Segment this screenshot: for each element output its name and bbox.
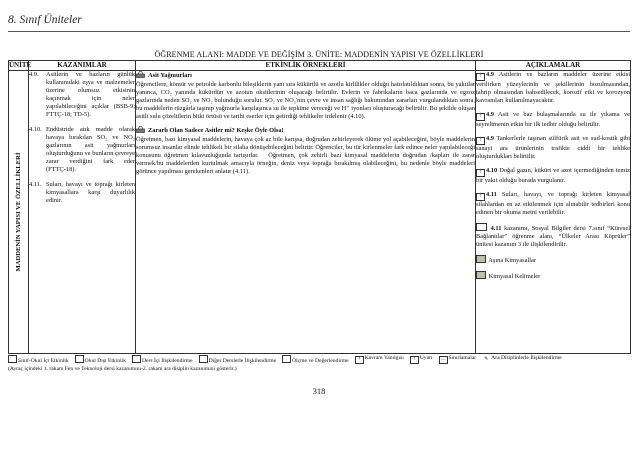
- unit-vertical-label: MADDENİN YAPISI VE ÖZELLİKLERİ: [14, 152, 22, 272]
- folder-item-label: Aşına Kimyasallar: [488, 257, 536, 264]
- activity-body: Öğrencilere, kömür ve petrolde karbonlu bileşiklerin yanı sıra kükürtlü ve azotlu kirlilikler olduğu hatırlatıldıktan sonra, bu yakıtlar yanınca, CO₂ yanında kükürdün ve azotun oksitlerinin oluşacağı belirtilir. Evlerin ve fabrikaların baca gazlarında ve egzoz gazlarında neden SO₂ ve NO₂ bulunduğu sorulur. SO₂ ve NO₂'nin çevre ve insan sağlığı bakımından zararları vurgulandıktan sonra, bu maddelerin rüzgârla taşınıp yağmurla karşılaşınca su ile tepkime vereceği ve H⁺ iyonları oluşturacağı belirtilir. Bu şekilde oluşan asitli sulu çözeltilerin bitki örtüsü ve tarihi eserler için getirdiği tehlikeler irdelenir (4.10).: [136, 81, 475, 120]
- note-text: kazanımı, Sosyal Bilgiler dersi 7.sınıf “Küresel Bağlantılar” öğrenme alanı, “Ülkeler Arası Köprüler” ünitesi kazanım 3 ile ilişkilendirilir.: [476, 225, 630, 248]
- header-divider: [8, 31, 630, 32]
- note-item: [476, 167, 630, 185]
- legend-item: [8, 355, 69, 366]
- pen-icon: ✎: [484, 357, 489, 362]
- warning-icon: !: [476, 113, 485, 121]
- legend-label: Uyarı: [419, 355, 433, 361]
- box-icon: [199, 355, 208, 363]
- outcome-item: [29, 71, 135, 119]
- lab-flask-icon: [136, 126, 145, 136]
- outcome-text: Asitlerin ve bazların günlük kullanımdaki eşya ve malzemeler üzerine olumsuz etkisinin kaçınmak için neler yapılabileceğini açıklar (BSB-9; FTTÇ-18; TD-5).: [46, 71, 135, 118]
- question-icon: ?: [355, 356, 364, 364]
- note-text: Asitlerin ve bazların maddeler üzerine etkisi verilirken yüzeylerinin ve şekillerinin bozulmasından, tahrip olmasından bahsedilecek, korozif etki ve korozyon kavramları kullanılmayacaktır.: [476, 71, 630, 104]
- outcome-number: 4.10.: [29, 126, 42, 133]
- note-item: [476, 71, 630, 105]
- column-header-unit: ÜNİTE: [9, 61, 32, 69]
- column-header-examples: ETKİNLİK ÖRNEKLERİ: [136, 61, 476, 71]
- note-ref: 4.11: [486, 191, 497, 198]
- note-item: [476, 223, 630, 249]
- note-text: Asit ve baz bulaşmalarında su ile yıkama ve seyreltmenin etkin bir ilk tedbir olduğu belirtilir.: [476, 111, 630, 128]
- link-icon: [476, 223, 487, 231]
- legend-label: Okul Dışı Etkinlik: [84, 358, 126, 364]
- legend-item: [439, 355, 477, 366]
- outcome-text: Suları, havayı ve toprağı kirleten kimyasallara karşı duyarlılık edinir.: [46, 181, 135, 204]
- flask-icon: [8, 355, 17, 363]
- learning-area-title: ÖĞRENME ALANI: MADDE VE DEĞİŞİM 3. ÜNİTE: MADDENİN YAPISI VE ÖZELLİKLERİ: [154, 50, 484, 59]
- legend-item: [482, 355, 562, 366]
- legend-item: [410, 355, 433, 366]
- column-header-notes: AÇIKLAMALAR: [476, 61, 631, 71]
- folder-icon: [476, 271, 486, 279]
- table-header-row: [9, 61, 631, 71]
- note-ref: 4.10: [486, 167, 498, 174]
- note-item: [476, 191, 630, 217]
- legend-item: [355, 355, 404, 366]
- legend-note: (Ayraç içindeki 1. rakam Fen ve Teknoloji dersi kazanımını-2. rakam ara disiplin kazanımını gösterir.): [8, 365, 237, 372]
- note-item: [476, 111, 630, 129]
- curriculum-table: [8, 60, 631, 354]
- note-item: [476, 135, 630, 161]
- warning-icon: !: [476, 73, 485, 81]
- folder-item: [476, 271, 630, 281]
- warning-icon: !: [476, 137, 485, 145]
- folder-item: [476, 255, 630, 265]
- note-ref: 4.11: [490, 225, 502, 232]
- legend-item: [199, 355, 276, 366]
- legend-label: Ders İçi İlişkilendirme: [142, 358, 193, 364]
- outcomes-cell: [29, 71, 136, 354]
- outcome-item: [29, 181, 135, 205]
- legend-label: Diğer Derslerle İlişkilendirme: [208, 358, 277, 364]
- page-number: 318: [312, 386, 326, 396]
- activity-title-row: [136, 126, 475, 136]
- outcome-number: 4.9.: [29, 71, 39, 78]
- legend-label: Ara Disiplinlerle İlişkilendirme: [491, 355, 562, 361]
- chain-icon: [132, 355, 141, 363]
- note-ref: 4.9: [486, 71, 494, 78]
- warning-icon: !: [476, 169, 485, 177]
- folder-icon: [476, 255, 486, 263]
- bus-icon: [75, 355, 84, 363]
- warning-icon: !: [476, 193, 485, 201]
- note-text: Tankerlerle taşınan sülfürik asit ve sud-kostik gibi sanayi ara ürünlerinin trafikte ciddi bir tehlike oluşturdukları belirtilir.: [476, 135, 630, 160]
- outcome-item: [29, 126, 135, 174]
- warning-icon: !: [410, 356, 419, 364]
- note-text: Doğal gazın, kükürt ve azot içermediğinden temiz bir yakıt olduğu burada vurgulanır.: [476, 167, 630, 184]
- outcome-text: Endüstride atık madde olarak havaya bırakılan SO₂ ve NO₂ gazlarının asit yağmurları oluşturduğunu ve bunların çevreye zarar verdiğini fark eder (FTTÇ-18).: [46, 126, 135, 173]
- lab-flask-icon: [136, 71, 145, 81]
- icon-legend: [8, 355, 630, 373]
- note-ref: 4.9: [486, 111, 494, 118]
- table-row: [9, 71, 631, 354]
- outcome-number: 4.11.: [29, 181, 42, 188]
- note-ref: 4.9: [486, 135, 494, 142]
- activity-block: [136, 71, 475, 121]
- legend-label: Sınırlamalar: [448, 355, 477, 361]
- unit-cell: [9, 71, 29, 354]
- activity-title: Zararlı Olan Sadece Asitler mi? Keşke Öyle Olsa!: [148, 127, 284, 134]
- legend-item: [75, 355, 126, 366]
- legend-label: Ölçme ve Değerlendirme: [292, 358, 349, 364]
- note-text: Suları, havayı, ve toprağı kirleten kimyasal silahlardan en az etkilenmek için alınabilir tedbirleri konu edinen bir okuma metni verilebilir.: [476, 191, 630, 216]
- legend-item: [282, 355, 349, 366]
- activity-title-row: [136, 71, 475, 81]
- activity-title: Asit Yağmurları: [148, 72, 192, 79]
- page-header: 8. Sınıf Üniteler: [8, 14, 82, 26]
- column-header-outcomes: KAZANIMLAR: [29, 61, 136, 71]
- legend-label: Kavram Yanılgısı: [364, 355, 404, 361]
- legend-item: [132, 355, 193, 366]
- notes-cell: [476, 71, 631, 354]
- stack-icon: [282, 355, 291, 363]
- folder-item-label: Kimyasal Kelimeler: [488, 273, 541, 280]
- activity-body: Öğretmen, bazı kimyasal maddelerin, havaya çok az bile karışsa, doğrudan zehirleyerek ölüme yol açabileceğini, böyle maddelerin sorumsuz insanlar elinde tehlikeli bir silaha dönüşebileceğini belirtir. Öğrenciler, bu tür kirlenmeler fark edince neler yapılabileceği konusunu öğretmen kılavuzluğunda tartışırlar. Öğretmen, çok zehirli bazı kimyasal maddelerin doğrudan /kapları ile zarar vermek/bu maddelerden kurtulmak amacıyla örneğin, deniz veya toprağa bırakılmış olabileceğini, bu nedenle böyle maddeleri görünce yapılması gerekenleri anlatır (4.11).: [136, 136, 475, 175]
- legend-label: Sınıf-Okul İçi Etkinlik: [18, 358, 69, 364]
- activity-block: [136, 126, 475, 176]
- arrows-icon: ↔: [440, 357, 446, 362]
- examples-cell: [136, 71, 476, 354]
